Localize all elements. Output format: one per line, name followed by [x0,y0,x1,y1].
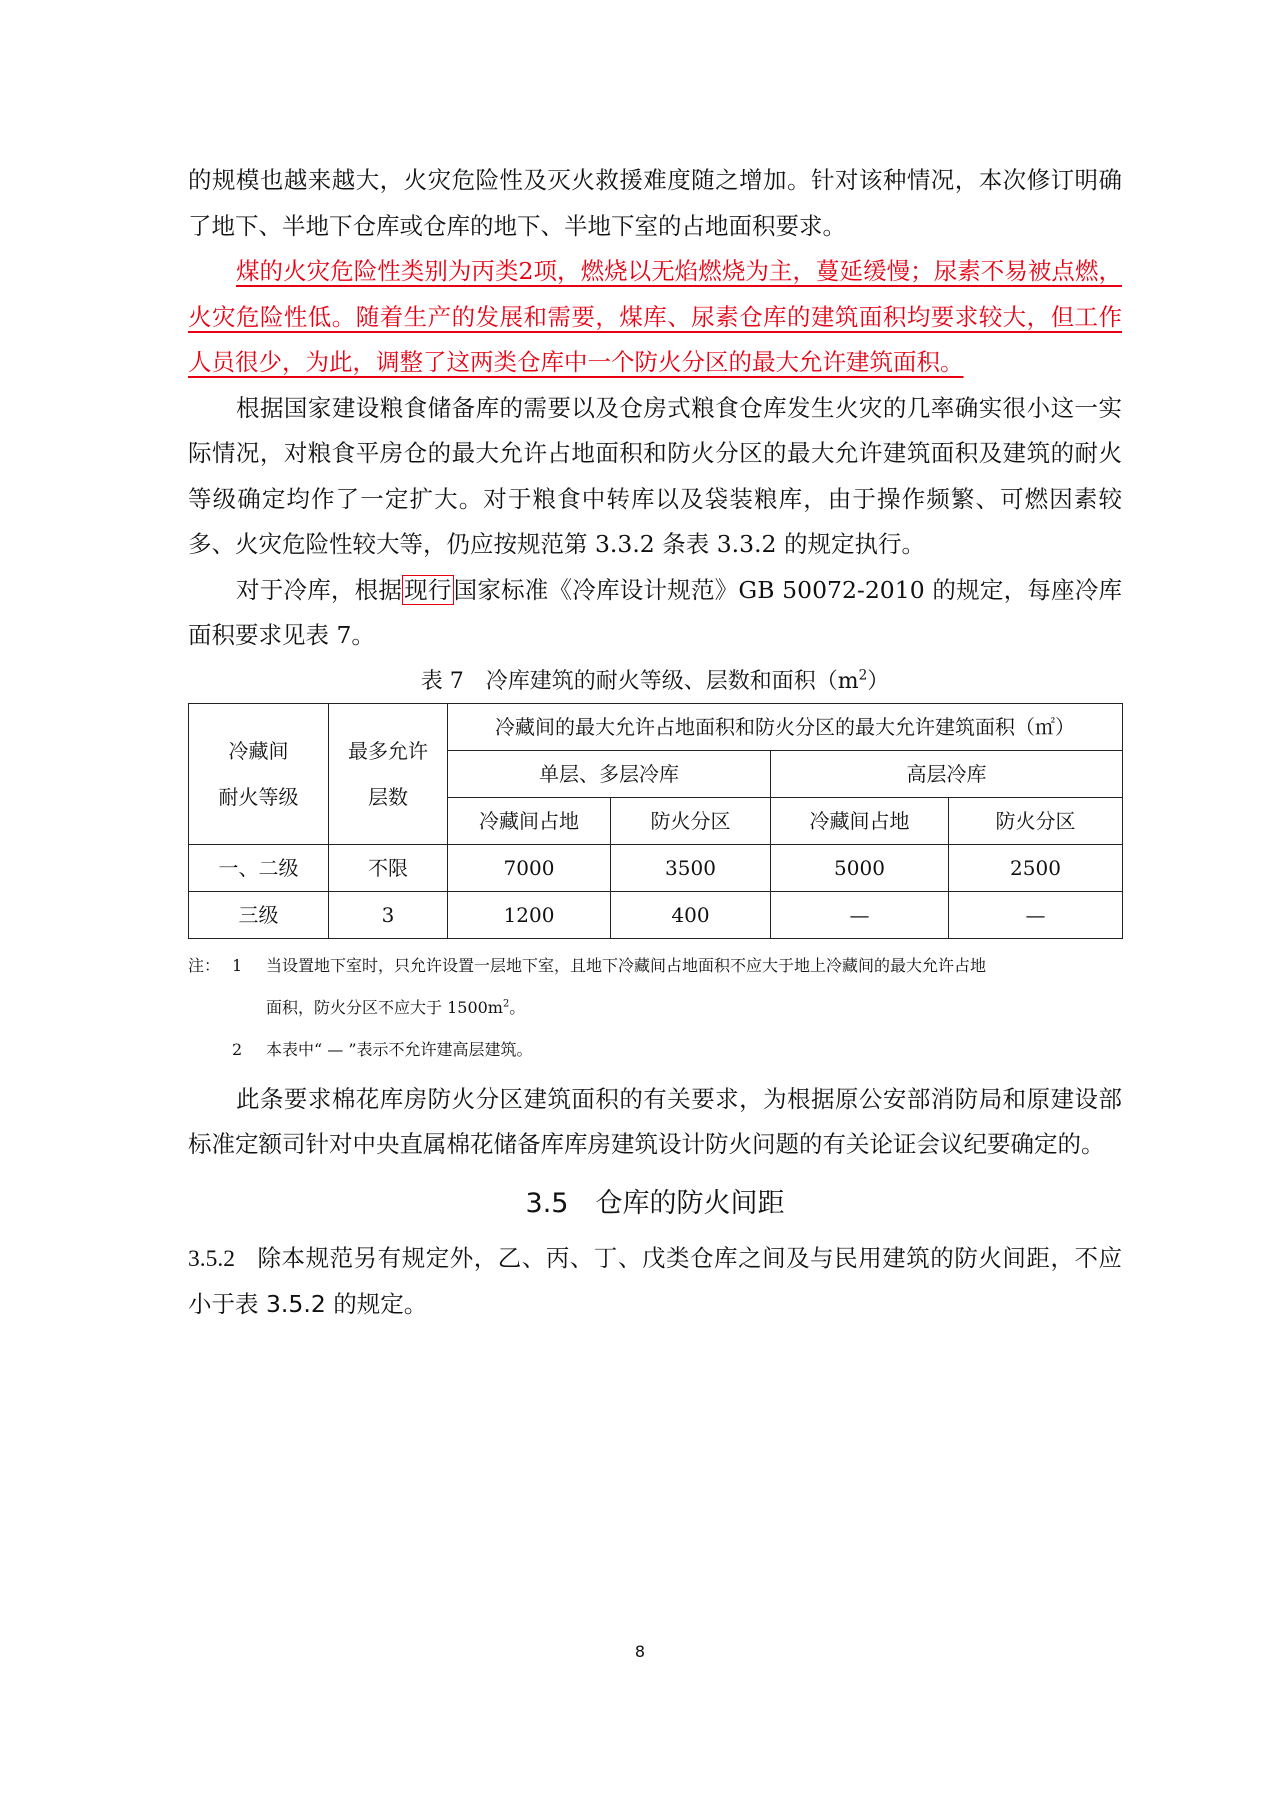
header-high-rise: 高层冷库 [771,750,1123,797]
header-fire-1: 防火分区 [611,797,771,844]
paragraph-cold-storage [188,568,1122,659]
header-occupy-2: 冷藏间占地 [771,797,949,844]
header-occupy-1: 冷藏间占地 [448,797,611,844]
table-row [189,844,1123,891]
header-fire-grade: 冷藏间 耐火等级 [189,703,329,844]
cell-value: — [771,891,949,938]
header-max-area: 冷藏间的最大允许占地面积和防火分区的最大允许建筑面积（㎡） [448,703,1123,750]
cell-value: — [949,891,1123,938]
cell-floors: 3 [329,891,448,938]
cell-value: 2500 [949,844,1123,891]
page-number: 8 [634,1642,646,1661]
note-1-continuation: 面积，防火分区不应大于 $1500m^2$。 [266,997,526,1017]
clause-number: 3.5.2 [188,1245,235,1272]
cell-value: 3500 [611,844,771,891]
boxed-revision-word: 现行 [404,575,452,604]
cold-storage-table [188,703,1123,939]
red-underlined-revision-text: 煤的火灾危险性类别为丙类2项，燃烧以无焰燃烧为主，蔓延缓慢；尿素不易被点燃，火灾危险性低。随着生产的发展和需要，煤库、尿素仓库的建筑面积均要求较大，但工作人员很少，为此，调整了这两类仓库中一个防火分区的最大允许建筑面积。 [188,257,1122,376]
note-1: 注： 1 当设置地下室时，只允许设置一层地下室，且地下冷藏间占地面积不应大于地上冷藏间的最大允许占地 [188,955,987,975]
page-content [188,158,1122,1328]
table-row [189,891,1123,938]
paragraph-continuation: 的规模也越来越大，火灾危险性及灭火救援难度随之增加。针对该种情况，本次修订明确了地下、半地下仓库或仓库的地下、半地下室的占地面积要求。 [188,166,1122,240]
cell-value: 5000 [771,844,949,891]
header-single-multi: 单层、多层冷库 [448,750,771,797]
cell-value: 400 [611,891,771,938]
cold-storage-text-after: 国家标准《冷库设计规范》GB 50072-2010 的规定，每座冷库面积要求见表 7。 [188,575,1123,649]
header-fire-2: 防火分区 [949,797,1123,844]
cell-grade: 一、二级 [189,844,329,891]
paragraph-revision-note [188,249,1122,386]
clause-3-5-2 [188,1236,1122,1328]
cell-value: 7000 [448,844,611,891]
cold-storage-text-before: 对于冷库，根据 [236,575,403,604]
table-caption: 表 7 冷库建筑的耐火等级、层数和面积$(m^2)$ [420,667,890,694]
note-2: 2 本表中“ — ”表示不允许建高层建筑。 [232,1039,533,1059]
header-max-floors: 最多允许 层数 [329,703,448,844]
cell-floors: 不限 [329,844,448,891]
paragraph-grain-storage: 根据国家建设粮食储备库的需要以及仓房式粮食仓库发生火灾的几率确实很小这一实际情况，对粮食平房仓的最大允许占地面积和防火分区的最大允许建筑面积及建筑的耐火等级确定均作了一定扩大。对于粮食中转库以及袋装粮库，由于操作频繁、可燃因素较多、火灾危险性较大等，仍应按规范第 3.3.2 条表 3.3.2 的规定执行。 [188,393,1122,558]
paragraph-cotton-storage: 此条要求棉花库房防火分区建筑面积的有关要求，为根据原公安部消防局和原建设部标准定额司针对中央直属棉花储备库库房建筑设计防火问题的有关论证会议纪要确定的。 [188,1084,1122,1158]
clause-text: 除本规范另有规定外，乙、丙、丁、戊类仓库之间及与民用建筑的防火间距，不应小于表 3.5.2 的规定。 [188,1243,1122,1318]
table-notes [188,945,1122,1071]
cell-grade: 三级 [189,891,329,938]
cell-value: 1200 [448,891,611,938]
section-heading: 3.5 仓库的防火间距 [525,1187,785,1219]
